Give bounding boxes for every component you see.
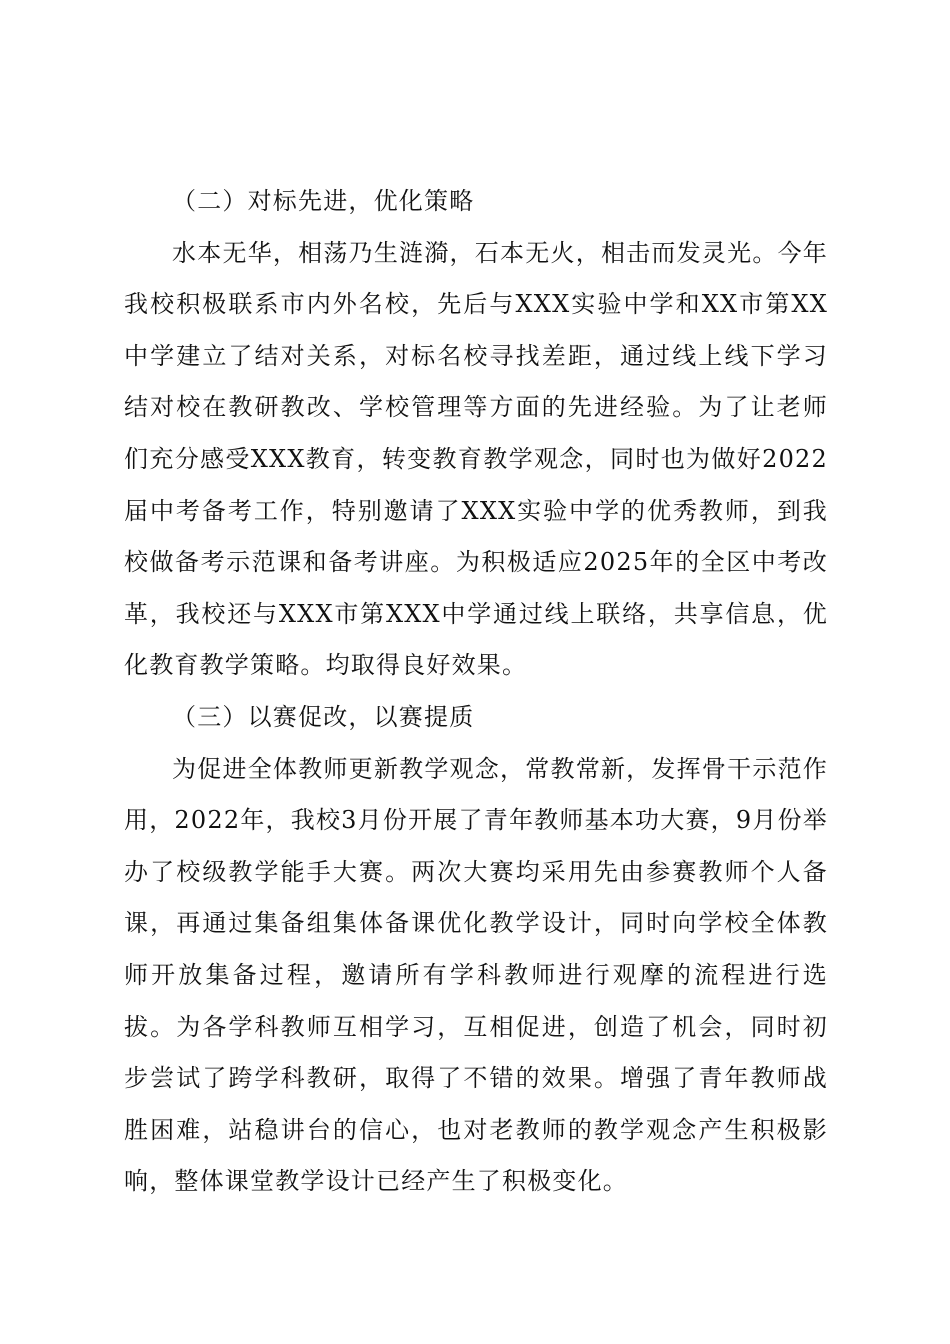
section-heading-2: （二）对标先进，优化策略 — [172, 187, 475, 215]
section-paragraph-3: 为促进全体教师更新教学观念，常教常新，发挥骨干示范作用，2022年，我校3月份开展了青年教师基本功大赛，9月份举办了校级教学能手大赛。两次大赛均采用先由参赛教师个人备课，再通过集备组集体备课优化教学设计，同时向学校全体教师开放集备过程，邀请所有学科教师进行观摩的流程进行选拔。为各学科教师互相学习，互相促进，创造了机会，同时初步尝试了跨学科教研，取得了不错的效果。增强了青年教师战胜困难，站稳讲台的信心，也对老教师的教学观念产生积极影响，整体课堂教学设计已经产生了积极变化。 — [124, 754, 828, 1196]
document-body — [124, 176, 828, 1208]
section-heading-3: （三）以赛促改，以赛提质 — [172, 702, 475, 731]
section-paragraph-2: 水本无华，相荡乃生涟漪，石本无火，相击而发灵光。今年我校积极联系市内外名校，先后与XXX实验中学和XX市第XX中学建立了结对关系，对标名校寻找差距，通过线上线下学习结对校在教研教改、学校管理等方面的先进经验。为了让老师们充分感受XXX教育，转变教育教学观念，同时也为做好2022届中考备考工作，特别邀请了XXX实验中学的优秀教师，到我校做备考示范课和备考讲座。为积极适应2025年的全区中考改革，我校还与XXX市第XXX中学通过线上联络，共享信息，优化教育教学策略。均取得良好效果。 — [124, 238, 828, 680]
